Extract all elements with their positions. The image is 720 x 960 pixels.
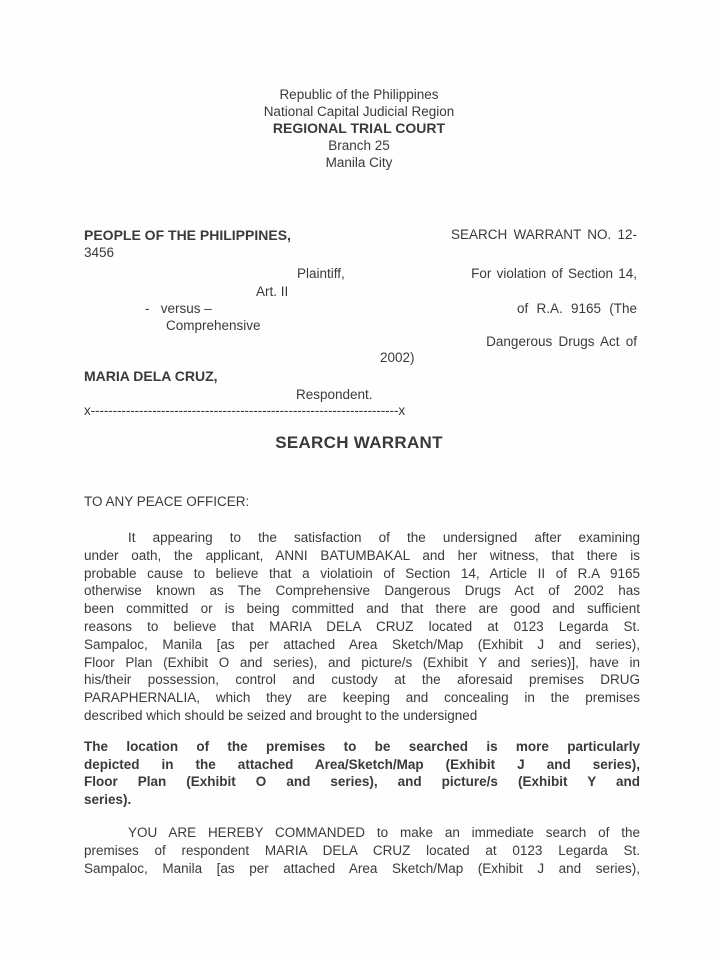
respondent-label: Respondent. [296, 387, 373, 402]
plaintiff-label: Plaintiff, [297, 266, 345, 281]
paragraph-line: PARAPHERNALIA, which they are keeping and concealing in the premises [84, 690, 640, 706]
comprehensive-fragment: Comprehensive [166, 318, 261, 333]
command-paragraph [84, 824, 640, 878]
body-paragraph-1 [84, 529, 640, 725]
paragraph-line: been committed or is being committed and that there are good and sufficient [84, 601, 640, 617]
paragraph-line: Floor Plan (Exhibit O and series), and picture/s (Exhibit Y and series)], have in [84, 654, 640, 670]
respondent-name: MARIA DELA CRUZ, [84, 368, 218, 384]
case-number-fragment: 3456 [84, 245, 115, 260]
caption-separator: x----------------------------------------------------------------------x [84, 403, 405, 418]
paragraph-line: described which should be seized and brought to the undersigned [84, 707, 478, 723]
paragraph-line: under oath, the applicant, ANNI BATUMBAKAL and her witness, that there is [84, 547, 640, 563]
ra-line: of R.A. 9165 (The [516, 301, 637, 316]
salutation: TO ANY PEACE OFFICER: [84, 494, 250, 509]
paragraph-line: his/their possession, control and custody at the aforesaid premises DRUG [84, 672, 640, 688]
paragraph-line: It appearing to the satisfaction of the undersigned after examining [128, 530, 640, 545]
paragraph-line: probable cause to believe that a violatioin of Section 14, Article II of R.A 9165 [84, 565, 640, 581]
paragraph-line: YOU ARE HEREBY COMMANDED to make an immediate search of the [128, 825, 640, 840]
paragraph-line: The location of the premises to be searched is more particularly [84, 739, 640, 754]
header-city: Manila City [325, 155, 393, 170]
court-header [0, 86, 718, 171]
paragraph-line: depicted in the attached Area/Sketch/Map (Exhibit J and series), [84, 756, 640, 772]
warrant-number: SEARCH WARRANT NO. 12- [450, 227, 637, 242]
violation-line: For violation of Section 14, [471, 266, 637, 281]
header-court: REGIONAL TRIAL COURT [272, 120, 446, 136]
header-republic: Republic of the Philippines [279, 87, 439, 102]
paragraph-line: series). [84, 791, 132, 807]
year-fragment: 2002) [380, 350, 415, 365]
header-branch: Branch 25 [328, 138, 390, 153]
paragraph-line: otherwise known as The Comprehensive Dangerous Drugs Act of 2002 has [84, 583, 640, 599]
act-line: Dangerous Drugs Act of [486, 334, 637, 349]
document-title: SEARCH WARRANT [275, 433, 443, 452]
article-fragment: Art. II [256, 284, 289, 299]
paragraph-line: Sampaloc, Manila [as per attached Area Sketch/Map (Exhibit J and series), [84, 636, 640, 652]
paragraph-line: reasons to believe that MARIA DELA CRUZ located at 0123 Legarda St. [84, 618, 640, 634]
paragraph-line: Floor Plan (Exhibit O and series), and picture/s (Exhibit Y and [84, 774, 640, 789]
plaintiff-name: PEOPLE OF THE PHILIPPINES, [84, 227, 291, 243]
versus-line: - versus – [145, 301, 212, 316]
paragraph-line: premises of respondent MARIA DELA CRUZ located at 0123 Legarda St. [84, 843, 640, 858]
header-region: National Capital Judicial Region [263, 104, 455, 119]
location-paragraph [84, 738, 640, 808]
paragraph-line: Sampaloc, Manila [as per attached Area Sketch/Map (Exhibit J and series), [84, 861, 640, 876]
